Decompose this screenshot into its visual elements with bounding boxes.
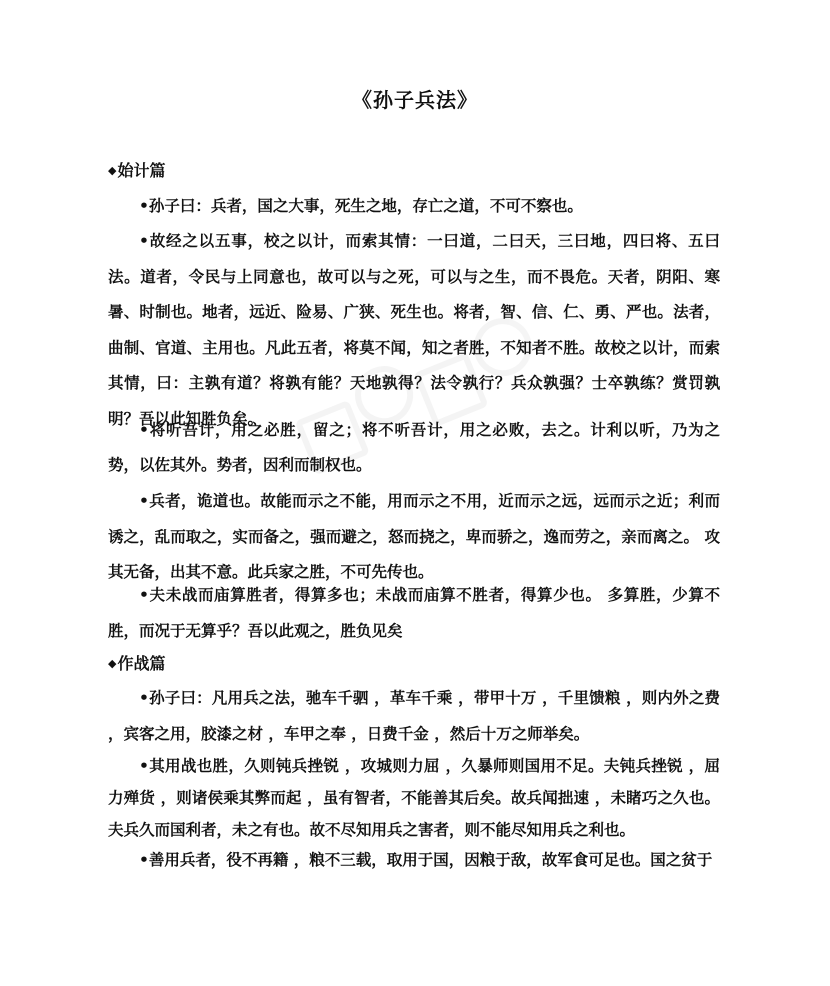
paragraph: •善用兵者，役不再籍 ，粮不三载，取用于国，因粮于敌，故军食可足也。国之贫于 bbox=[139, 851, 713, 869]
paragraph: •孙子曰：兵者，国之大事，死生之地，存亡之道，不可不察也。 bbox=[139, 197, 583, 215]
paragraph: •将听吾计，用之必胜，留之；将不听吾计，用之必败，去之。计利以听，乃为之势，以佐其外。势者，因利而制权也。 bbox=[108, 421, 720, 474]
paragraph: •兵者，诡道也。故能而示之不能，用而示之不用，近而示之远，远而示之近；利而诱之，乱而取之，实而备之，强而避之，怒而挠之，卑而骄之，逸而劳之，亲而离之。 攻其无备，出其不意。此兵家之胜，不可先传也。 bbox=[108, 492, 720, 581]
section-heading-label: 始计篇 bbox=[117, 161, 166, 180]
section-heading-shiji bbox=[108, 158, 165, 181]
diamond-bullet-icon: ◆ bbox=[108, 164, 117, 177]
paragraph: •故经之以五事，校之以计，而索其情：一曰道，二曰天，三曰地，四曰将、五曰法。道者，令民与上同意也，故可以与之死，可以与之生，而不畏危。天者，阴阳、寒暑、时制也。地者，远近、险易、广狭、死生也。将者，智、信、仁、勇、严也。法者，曲制、官道、主用也。凡此五者，将莫不闻，知之者胜，不知者不胜。故校之以计，而索其情，曰：主孰有道？将孰有能？天地孰得？法令孰行？兵众孰强？士卒孰练？赏罚孰明？吾以此知胜负矣。 bbox=[108, 232, 720, 428]
paragraph: •夫未战而庙算胜者，得算多也；未战而庙算不胜者，得算少也。 多算胜，少算不胜，而况于无算乎？吾以此观之，胜负见矣 bbox=[108, 586, 720, 640]
section-heading-zuozhan bbox=[108, 651, 165, 674]
section-heading-label: 作战篇 bbox=[117, 654, 166, 673]
paragraph: •其用战也胜，久则钝兵挫锐 ，攻城则力屈 ，久暴师则国用不足。夫钝兵挫锐 ，屈力殚货 ，则诸侯乘其弊而起 ，虽有智者，不能善其后矣。故兵闻拙速 ，未睹巧之久也。 夫兵久而国利者，未之有也。故不尽知用兵之害者，则不能尽知用兵之利也。 bbox=[108, 757, 720, 839]
document-title: 《孙子兵法》 bbox=[352, 88, 478, 112]
paragraph: •孙子曰：凡用兵之法，驰车千驷 ，革车千乘 ，带甲十万 ，千里馈粮 ，则内外之费 ，宾客之用，胶漆之材 ，车甲之奉 ，日费千金 ，然后十万之师举矣。 bbox=[108, 689, 720, 743]
diamond-bullet-icon: ◆ bbox=[108, 657, 117, 670]
